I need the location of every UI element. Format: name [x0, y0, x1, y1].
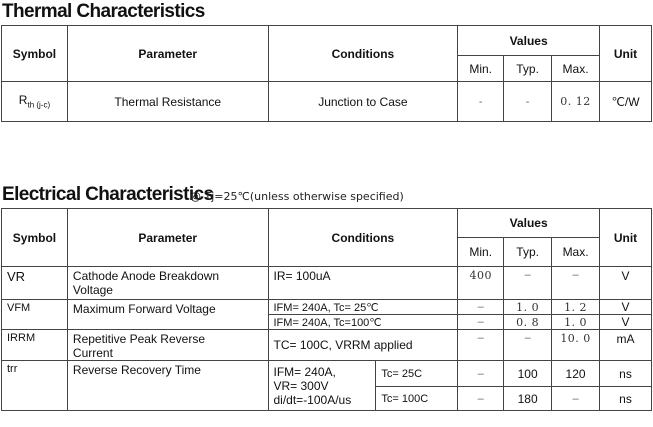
irrm-min: – — [458, 330, 504, 361]
vr-conditions: IR= 100uA — [268, 267, 458, 300]
trr-symbol: trr — [2, 361, 68, 411]
irrm-typ: – — [504, 330, 552, 361]
irrm-parameter: Repetitive Peak Reverse Current — [67, 330, 268, 361]
thermal-row — [2, 82, 652, 122]
vfm-max-2: 1. 0 — [552, 315, 600, 330]
trr-parameter: Reverse Recovery Time — [67, 361, 268, 411]
thermal-parameter: Thermal Resistance — [67, 82, 268, 122]
electrical-note: @ Tj=25℃(unless otherwise specified) — [190, 190, 404, 203]
vfm-typ-1: 1. 0 — [504, 300, 552, 315]
elec-header-min: Min. — [458, 238, 504, 267]
vfm-max-1: 1. 2 — [552, 300, 600, 315]
thermal-symbol: $R_{th (j-c)}$ — [2, 82, 68, 122]
elec-header-conditions: Conditions — [268, 209, 458, 267]
vfm-condition-2: IFM= 240A, Tc=100℃ — [268, 315, 458, 330]
elec-header-typ: Typ. — [504, 238, 552, 267]
vr-max: – — [552, 267, 600, 300]
elec-header-values: Values — [458, 209, 600, 238]
thermal-header-unit: Unit — [600, 26, 652, 82]
thermal-header-symbol: Symbol — [2, 26, 68, 82]
thermal-conditions: Junction to Case — [268, 82, 458, 122]
elec-header-max: Max. — [552, 238, 600, 267]
thermal-unit: ℃/W — [600, 82, 652, 122]
vr-unit: V — [600, 267, 652, 300]
trr-typ-2: 180 — [504, 387, 552, 411]
thermal-min: - — [458, 82, 504, 122]
vfm-unit-2: V — [600, 315, 652, 330]
vr-min: 400 — [458, 267, 504, 300]
trr-conditions: IFM= 240A, VR= 300V di/dt=-100A/us — [268, 361, 376, 411]
thermal-header-typ: Typ. — [504, 56, 552, 82]
thermal-header-values: Values — [458, 26, 600, 56]
vr-parameter: Cathode Anode Breakdown Voltage — [67, 267, 268, 300]
vfm-unit-1: V — [600, 300, 652, 315]
irrm-conditions: TC= 100C, VRRM applied — [268, 330, 458, 361]
trr-min-1: – — [458, 361, 504, 387]
electrical-table — [1, 208, 652, 411]
thermal-header-conditions: Conditions — [268, 26, 458, 82]
thermal-max: 0. 12 — [552, 82, 600, 122]
vr-typ: – — [504, 267, 552, 300]
vfm-typ-2: 0. 8 — [504, 315, 552, 330]
trr-unit-1: ns — [600, 361, 652, 387]
vfm-symbol: VFM — [2, 300, 68, 330]
trr-unit-2: ns — [600, 387, 652, 411]
vr-row — [2, 267, 652, 300]
vfm-row-1 — [2, 300, 652, 315]
irrm-row — [2, 330, 652, 361]
trr-max-1: 120 — [552, 361, 600, 387]
vfm-parameter: Maximum Forward Voltage — [67, 300, 268, 330]
thermal-typ: - — [504, 82, 552, 122]
thermal-header-min: Min. — [458, 56, 504, 82]
thermal-table — [1, 25, 652, 122]
thermal-header-parameter: Parameter — [67, 26, 268, 82]
irrm-symbol: IRRM — [2, 330, 68, 361]
vfm-condition-1: IFM= 240A, Tc= 25℃ — [268, 300, 458, 315]
vfm-min-2: – — [458, 315, 504, 330]
elec-header-symbol: Symbol — [2, 209, 68, 267]
elec-header-parameter: Parameter — [67, 209, 268, 267]
vr-symbol: VR — [2, 267, 68, 300]
trr-tc-2: Tc= 100C — [376, 387, 458, 411]
electrical-title: Electrical Characteristics — [2, 184, 214, 205]
trr-row-1 — [2, 361, 652, 387]
irrm-max: 10. 0 — [552, 330, 600, 361]
thermal-header-max: Max. — [552, 56, 600, 82]
trr-max-2: – — [552, 387, 600, 411]
trr-min-2: – — [458, 387, 504, 411]
irrm-unit: mA — [600, 330, 652, 361]
elec-header-unit: Unit — [600, 209, 652, 267]
trr-tc-1: Tc= 25C — [376, 361, 458, 387]
vfm-min-1: – — [458, 300, 504, 315]
thermal-title: Thermal Characteristics — [2, 1, 205, 22]
trr-typ-1: 100 — [504, 361, 552, 387]
